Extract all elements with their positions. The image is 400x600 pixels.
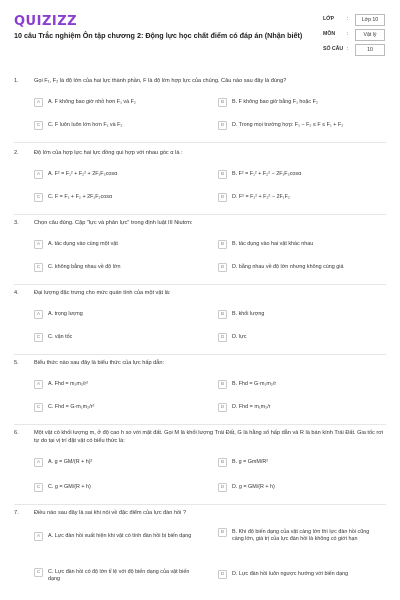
option-text: D. g = GM/(R + h) (232, 484, 275, 490)
option-letter: B (218, 310, 227, 319)
question-number: 4. (14, 290, 19, 296)
meta-colon: : (347, 46, 349, 52)
question-divider (14, 354, 386, 355)
option-letter: B (218, 240, 227, 249)
question-text: Đại lượng đặc trưng cho mức quán tính của một vật là: (34, 290, 171, 296)
question-text: Gọi F₁, F₂ là độ lớn của hai lực thành phần, F là độ lớn hợp lực của chúng. Câu nào sau đây là đúng? (34, 78, 287, 84)
option-text: C. F = F₁ + F₂ + 2F₁F₂cosα (48, 194, 113, 200)
meta-value: Lớp 10 (355, 14, 385, 26)
option-text: B. Khi độ biến dạng của vật càng lớn thì lực đàn hồi cũng càng lớn, giá trị của lực đàn hồi là không có giới hạn (232, 529, 370, 542)
document-title: 10 câu Trắc nghiệm Ôn tập chương 2: Động lực học chất điểm có đáp án (Nhận biết) (14, 31, 303, 40)
option-text: D. lực (232, 334, 247, 340)
option-text: A. Fhd = m₁m₂/r² (48, 381, 89, 387)
option-letter: A (34, 98, 43, 107)
option-letter: B (218, 458, 227, 467)
option-text: D. Fhd = m₁m₂/r (232, 404, 271, 410)
option-letter: C (34, 403, 43, 412)
question-7 (0, 510, 400, 600)
meta-label: MÔN (323, 31, 336, 37)
question-5 (0, 360, 400, 430)
question-text: Độ lớn của hợp lực hai lực đồng qui hợp với nhau góc α là : (34, 150, 183, 156)
option-letter: D (218, 121, 227, 130)
option-text: B. g = GmM/R² (232, 459, 269, 465)
option-letter: A (34, 532, 43, 541)
option-text: C. Fhd = G·m₁m₂/r² (48, 404, 95, 410)
question-6 (0, 430, 400, 510)
question-number: 2. (14, 150, 19, 156)
meta-colon: : (347, 31, 349, 37)
question-number: 1. (14, 78, 19, 84)
question-divider (14, 424, 386, 425)
option-letter: B (218, 528, 227, 537)
question-4 (0, 290, 400, 360)
option-letter: C (34, 483, 43, 492)
question-number: 7. (14, 510, 19, 516)
option-letter: C (34, 263, 43, 272)
option-text: A. Lực đàn hồi xuất hiện khi vật có tính đàn hồi bị biến dạng (48, 533, 192, 539)
option-letter: A (34, 170, 43, 179)
option-letter: C (34, 568, 43, 577)
option-text: C. Lực đàn hồi có độ lớn tỉ lệ với độ biến dạng của vật biến dạng (48, 569, 190, 582)
option-text: A. tác dụng vào cùng một vật (48, 241, 118, 247)
option-text: C. vận tốc (48, 334, 73, 340)
meta-row-class (323, 13, 387, 28)
option-letter: D (218, 570, 227, 579)
quizizz-logo: QUIZIZZ (14, 14, 78, 29)
option-text: A. trọng lượng (48, 311, 83, 317)
option-letter: B (218, 98, 227, 107)
option-text: B. Fhd = G·m₁m₂/r (232, 381, 277, 387)
question-text: Chọn câu đúng. Cặp "lực và phản lực" trong định luật III Niutơn: (34, 220, 193, 226)
option-letter: D (218, 193, 227, 202)
option-letter: C (34, 193, 43, 202)
question-number: 6. (14, 430, 19, 436)
option-text: B. F không bao giờ bằng F₁ hoặc F₂ (232, 99, 318, 105)
option-text: A. F² = F₁² + F₂² + 2F₁F₂cosα (48, 171, 118, 177)
meta-label: SỐ CÂU (323, 46, 344, 52)
meta-value: 10 (355, 44, 385, 56)
question-divider (14, 214, 386, 215)
question-number: 5. (14, 360, 19, 366)
option-text: D. F² = F₁² + F₂² − 2F₁F₂ (232, 194, 290, 200)
option-letter: D (218, 483, 227, 492)
option-letter: D (218, 333, 227, 342)
page-header (0, 0, 400, 68)
option-text: C. không bằng nhau về độ lớn (48, 264, 121, 270)
option-text: B. tác dụng vào hai vật khác nhau (232, 241, 314, 247)
meta-row-subject (323, 28, 387, 43)
meta-label: LỚP (323, 16, 335, 22)
option-letter: D (218, 403, 227, 412)
question-divider (14, 142, 386, 143)
option-text: B. F² = F₁² + F₂² − 2F₁F₂cosα (232, 171, 302, 177)
option-letter: A (34, 380, 43, 389)
option-letter: C (34, 121, 43, 130)
option-text: D. Trong mọi trường hợp: F₁ − F₂ ≤ F ≤ F₁ + F₂ (232, 122, 344, 128)
option-letter: B (218, 170, 227, 179)
question-2 (0, 150, 400, 220)
question-divider (14, 284, 386, 285)
option-text: A. F không bao giờ nhỏ hơn F₁ và F₂ (48, 99, 136, 105)
meta-colon: : (347, 16, 349, 22)
meta-panel (323, 13, 387, 58)
question-3 (0, 220, 400, 290)
meta-row-count (323, 43, 387, 58)
option-text: C. g = GM/(R + h) (48, 484, 91, 490)
question-text: Điều nào sau đây là sai khi nói về đặc điểm của lực đàn hồi ? (34, 510, 187, 516)
question-text: Biểu thức nào sau đây là biểu thức của lực hấp dẫn: (34, 360, 165, 366)
meta-value: Vật lý (355, 29, 385, 41)
option-text: D. Lực đàn hồi luôn ngược hướng với biến dạng (232, 571, 349, 577)
question-number: 3. (14, 220, 19, 226)
option-text: D. bằng nhau về độ lớn nhưng không cùng giá (232, 264, 344, 270)
option-letter: D (218, 263, 227, 272)
option-letter: C (34, 333, 43, 342)
option-letter: B (218, 380, 227, 389)
question-divider (14, 504, 386, 505)
option-letter: A (34, 310, 43, 319)
option-text: A. g = GM/(R + h)² (48, 459, 93, 465)
option-text: C. F luôn luôn lớn hơn F₁ và F₂ (48, 122, 123, 128)
question-text: Một vật có khối lượng m, ở độ cao h so với mặt đất. Gọi M là khối lượng Trái Đất, G là hằng số hấp dẫn và R là bán kính Trái Đất. Gia tốc rơi tự do tại vị trí đặt vật có biểu thức là: (34, 430, 384, 444)
question-1 (0, 78, 400, 148)
option-letter: A (34, 458, 43, 467)
option-text: B. khối lượng (232, 311, 265, 317)
option-letter: A (34, 240, 43, 249)
